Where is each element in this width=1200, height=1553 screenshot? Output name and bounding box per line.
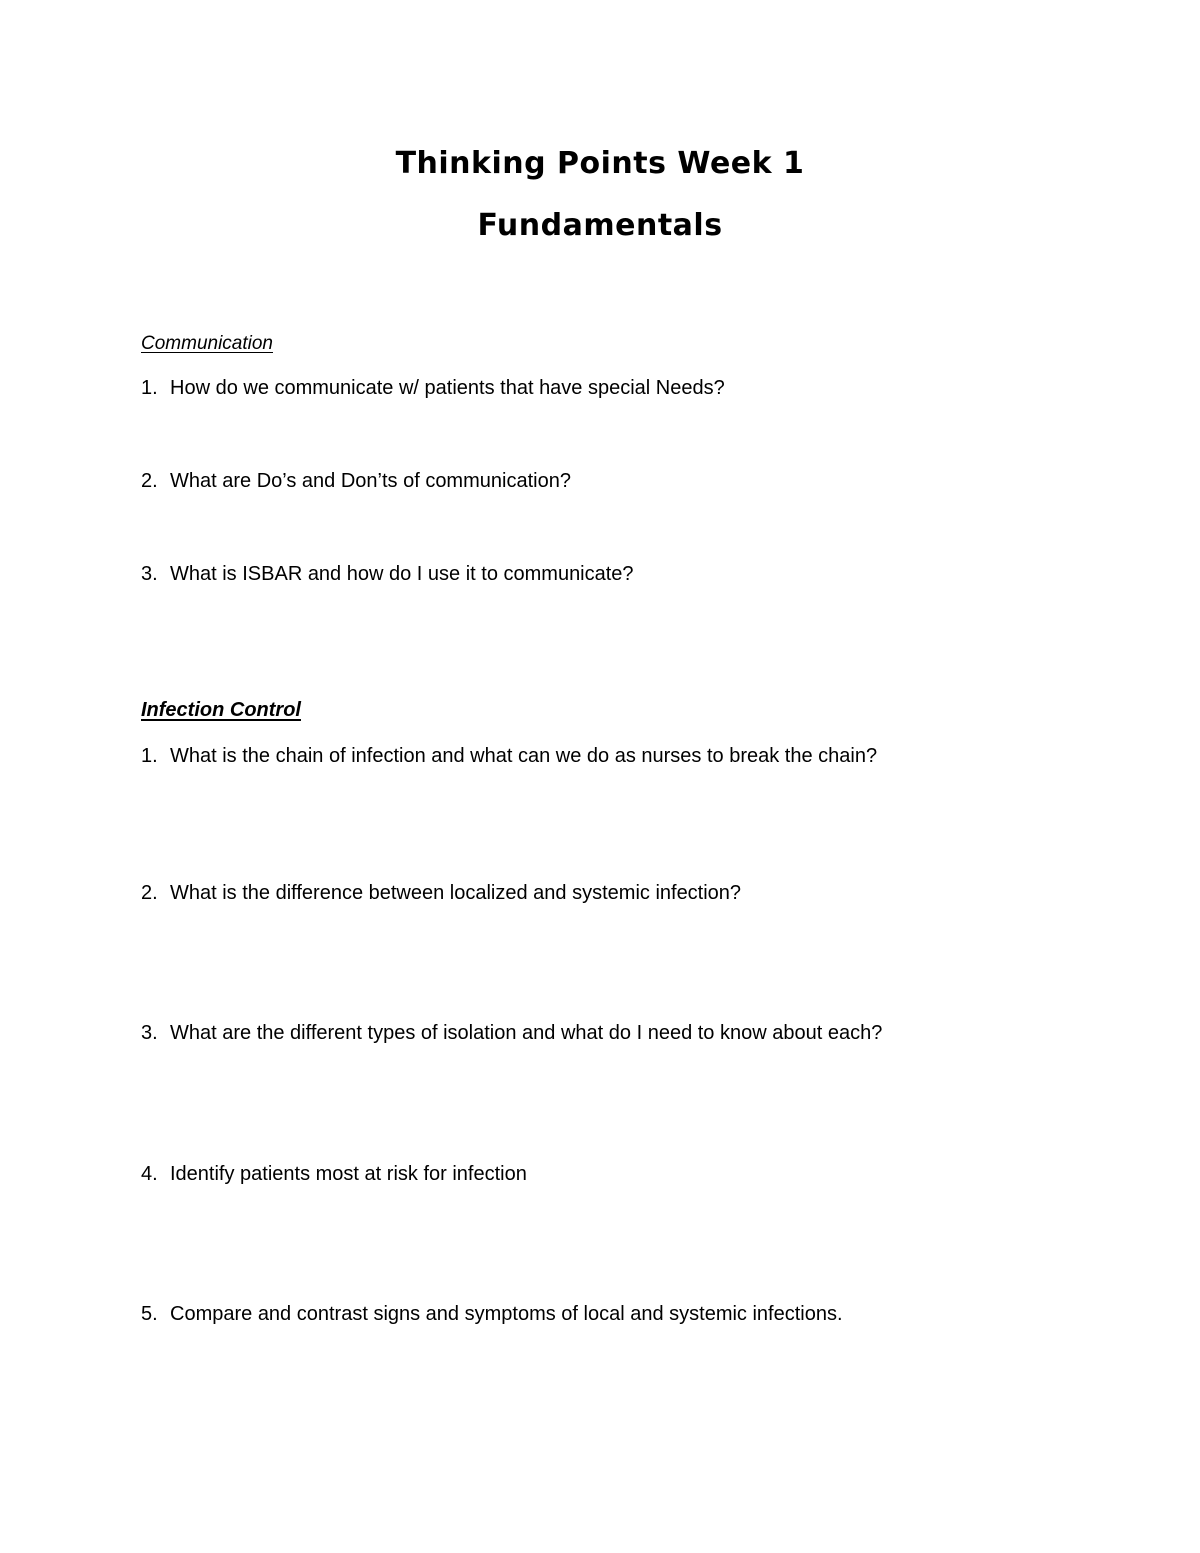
- question-number: 4.: [141, 1163, 158, 1185]
- question-text: What are the different types of isolation and what do I need to know about each?: [170, 1022, 883, 1044]
- question-text: Identify patients most at risk for infection: [170, 1163, 527, 1185]
- list-item: [141, 1303, 843, 1326]
- list-item: [141, 745, 877, 768]
- list-item: [141, 882, 741, 905]
- section-heading-communication: Communication: [141, 333, 273, 354]
- page-subtitle: Fundamentals: [477, 208, 723, 243]
- question-text: What is ISBAR and how do I use it to communicate?: [170, 563, 634, 585]
- question-number: 2.: [141, 470, 158, 492]
- list-item: [141, 1163, 527, 1186]
- question-text: How do we communicate w/ patients that have special Needs?: [170, 377, 725, 399]
- question-number: 3.: [141, 1022, 158, 1044]
- question-text: What is the difference between localized and systemic infection?: [170, 882, 742, 904]
- question-number: 5.: [141, 1303, 158, 1325]
- list-item: [141, 470, 571, 493]
- list-item: [141, 377, 725, 400]
- question-number: 1.: [141, 377, 158, 399]
- question-number: 2.: [141, 882, 158, 904]
- question-text: Compare and contrast signs and symptoms of local and systemic infections.: [170, 1303, 843, 1325]
- question-number: 1.: [141, 745, 158, 767]
- list-item: [141, 563, 634, 586]
- question-text: What are Do’s and Don’ts of communication?: [170, 470, 571, 492]
- question-number: 3.: [141, 563, 158, 585]
- section-heading-infection-control: Infection Control: [141, 699, 301, 721]
- question-text: What is the chain of infection and what can we do as nurses to break the chain?: [170, 745, 878, 767]
- list-item: [141, 1022, 882, 1045]
- page-title: Thinking Points Week 1: [395, 146, 805, 181]
